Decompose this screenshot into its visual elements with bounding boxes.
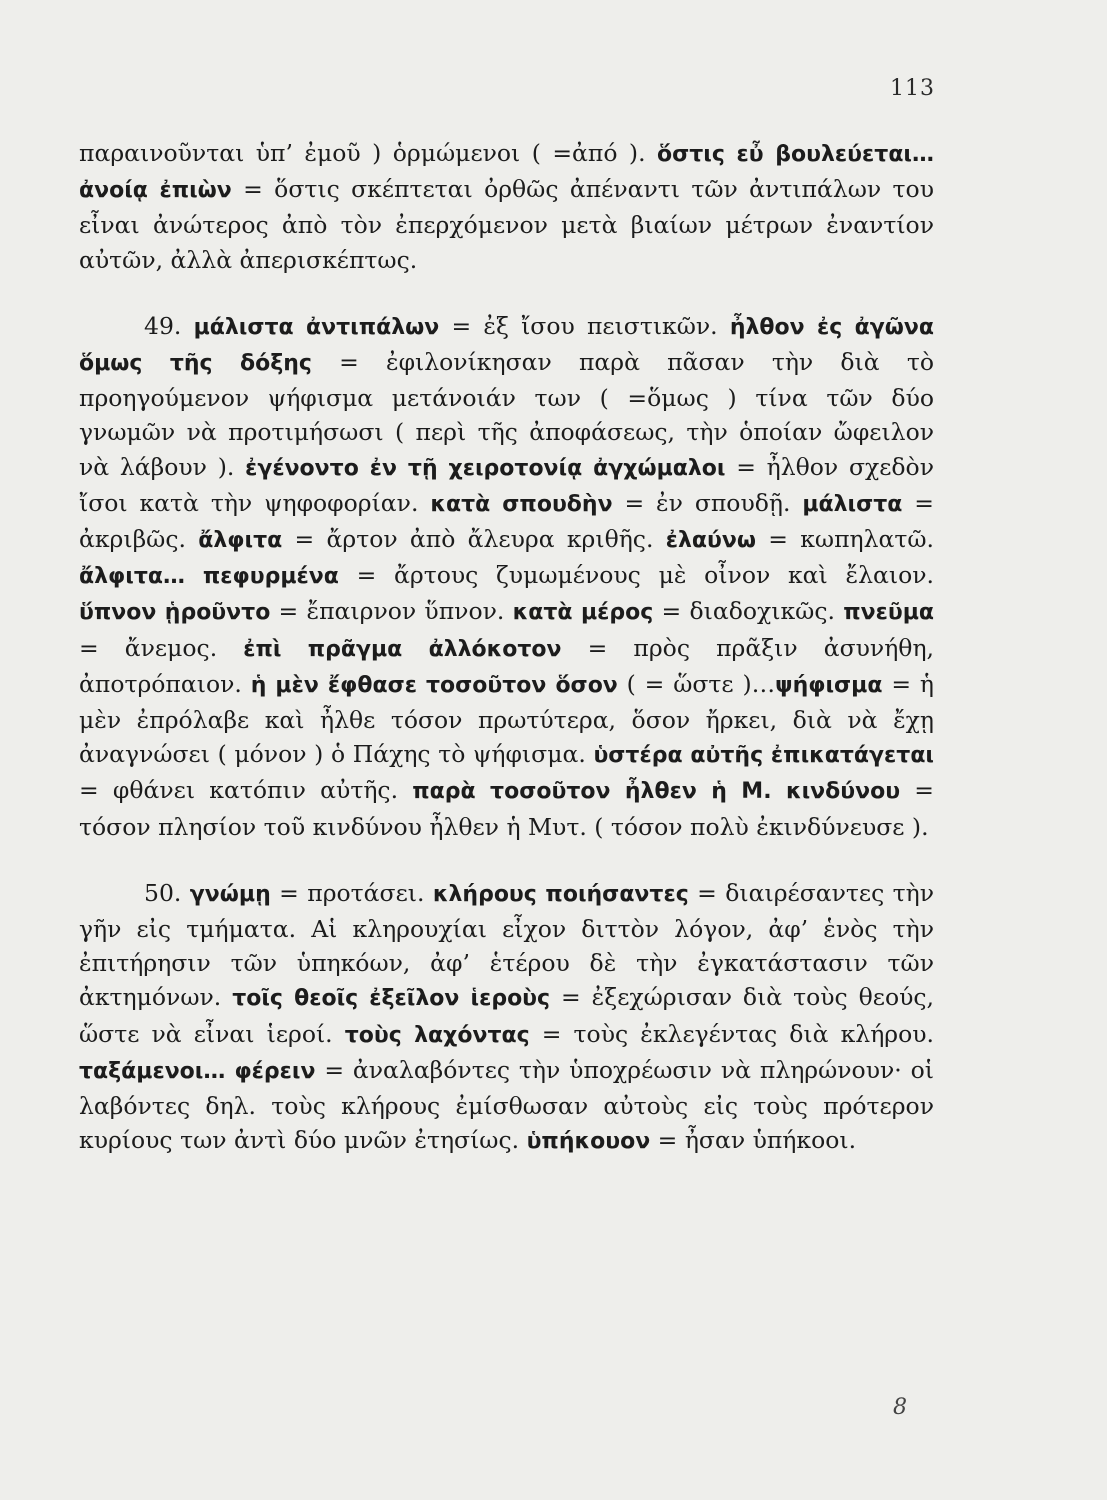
signature-mark: 8 (893, 1395, 907, 1420)
gloss-text: = ἀναλαβόντες τὴν ὑποχρέωσιν νὰ πληρώνουν· οἱ λαβόντες δηλ. τοὺς κλήρους ἐμίσθωσαν αὐτοὺς εἰς τοὺς πρότερον κυρίους των ἀντὶ δύο μνῶν ἐτησίως. (79, 1055, 934, 1155)
gloss-text: 49. (144, 311, 194, 340)
lemma-text: ὅστις εὖ βουλεύεται… ἀνοίᾳ ἐπιὼν (79, 142, 935, 204)
lemma-text: ταξάμενοι… φέρειν (79, 1058, 316, 1084)
gloss-text: παραινοῦνται ὑπ’ ἐμοῦ ) ὁρμώμενοι ( =ἀπό ). (79, 139, 658, 167)
lemma-text: ψήφισμα (775, 672, 883, 698)
page-number: 113 (890, 76, 935, 101)
lemma-text: ὕπνον ᾑροῦντο (79, 600, 271, 626)
gloss-text: = ἐν σπουδῇ. (612, 488, 803, 517)
gloss-text: = ἐξ ἴσου πειστικῶν. (439, 311, 730, 340)
gloss-text: = διαδοχικῶς. (653, 597, 844, 626)
lemma-text: ἄλφιτα (198, 528, 283, 554)
lemma-text: κατὰ μέρος (512, 600, 654, 626)
gloss-text: = ὅστις σκέπτεται ὀρθῶς ἀπέναντι τῶν ἀντιπάλων του εἶναι ἀνώτερος ἀπὸ τὸν ἐπερχόμενον μετὰ βιαίων μέτρων ἐναντίον αὐτῶν, ἀλλὰ ἀπερισκέπτως. (79, 175, 934, 274)
gloss-text: = ἄρτον ἀπὸ ἄλευρα κριθῆς. (282, 525, 666, 554)
gloss-text: = κωπηλατῶ. (755, 525, 935, 554)
gloss-text: = φθάνει κατόπιν αὐτῆς. (79, 776, 413, 805)
lemma-text: ἐγένοντο ἐν τῇ χειροτονίᾳ ἀγχώμαλοι (245, 455, 726, 481)
lemma-text: τοῖς θεοῖς ἐξεῖλον ἱεροὺς (232, 986, 551, 1012)
gloss-text: = πρὸς πρᾶξιν ἀσυνήθη, ἀποτρόπαιον. (79, 633, 934, 698)
lemma-text: παρὰ τοσοῦτον ἦλθεν ἡ Μ. κινδύνου (412, 779, 901, 805)
lemma-text: μάλιστα (802, 491, 903, 517)
gloss-text: = ἄρτους ζυμωμένους μὲ οἶνον καὶ ἔλαιον. (338, 561, 934, 590)
lemma-text: κλήρους ποιήσαντες (432, 881, 689, 907)
gloss-text: = ἦλθον σχεδὸν ἴσοι κατὰ τὴν ψηφοφορίαν. (79, 452, 934, 517)
gloss-text: = ἐφιλονίκησαν παρὰ πᾶσαν τὴν διὰ τὸ προηγούμενον ψήφισμα μετάνοιάν των ( =ὅμως ) τίνα τῶν δύο γνωμῶν νὰ προτιμήσωσι ( περὶ τῆς ἀποφάσεως, τὴν ὁποίαν ὤφειλον νὰ λάβουν ). (79, 348, 934, 481)
paragraph (79, 876, 934, 1160)
gloss-text: = τοὺς ἐκλεγέντας διὰ κλήρου. (529, 1019, 934, 1048)
gloss-text: = τόσον πλησίον τοῦ κινδύνου ἦλθεν ἡ Μυτ. ( τόσον πολὺ ἐκινδύνευσε ). (79, 776, 934, 841)
lemma-text: τοὺς λαχόντας (344, 1022, 530, 1048)
gloss-text: 50. (144, 878, 190, 907)
gloss-text: = ἦσαν ὑπήκοοι. (650, 1126, 857, 1155)
gloss-text: = ἀκριβῶς. (79, 488, 934, 554)
gloss-text: = ἄνεμος. (79, 633, 244, 662)
lemma-text: κατὰ σπουδὴν (430, 491, 613, 517)
lemma-text: ἡ μὲν ἔφθασε τοσοῦτον ὅσον (250, 672, 618, 698)
gloss-text: = ἐξεχώρισαν διὰ τοὺς θεούς, ὥστε νὰ εἶναι ἱεροί. (79, 983, 935, 1048)
paragraph (79, 136, 934, 277)
lemma-text: πνεῦμα (843, 600, 934, 626)
gloss-text: ( = ὥστε )… (617, 669, 776, 698)
gloss-text: = ἡ μὲν ἐπρόλαβε καὶ ἦλθε τόσον πρωτύτερα, ὅσον ἤρκει, διὰ νὰ ἔχῃ ἀναγνώσει ( μόνον ) ὁ Πάχης τὸ ψήφισμα. (79, 669, 934, 769)
commentary-text (79, 136, 934, 1159)
paragraph (79, 309, 934, 844)
lemma-text: ἐπὶ πρᾶγμα ἀλλόκοτον (243, 636, 562, 662)
gloss-text: = ἔπαιρνον ὕπνον. (270, 597, 513, 626)
lemma-text: ἦλθον ἐς ἀγῶνα ὅμως τῆς δόξης (79, 314, 934, 377)
lemma-text: ὑπήκουον (526, 1129, 651, 1155)
lemma-text: μάλιστα ἀντιπάλων (193, 314, 440, 340)
gloss-text: = διαιρέσαντες τὴν γῆν εἰς τμήματα. Αἱ κληρουχίαι εἶχον διττὸν λόγον, ἀφ’ ἑνὸς τὴν ἐπιτήρησιν τῶν ὑπηκόων, ἀφ’ ἑτέρου δὲ τὴν ἐγκατάστασιν τῶν ἀκτημόνων. (79, 878, 935, 1012)
lemma-text: ὑστέρα αὐτῆς ἐπικατάγεται (593, 743, 935, 769)
lemma-text: ἄλφιτα… πεφυρμένα (79, 564, 339, 590)
lemma-text: ἐλαύνω (665, 528, 756, 554)
gloss-text: = προτάσει. (270, 878, 433, 907)
lemma-text: γνώμῃ (189, 881, 271, 907)
